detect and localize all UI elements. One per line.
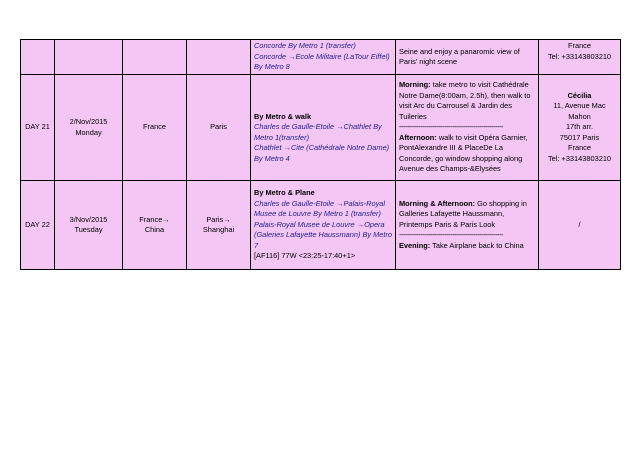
country-cell: France xyxy=(123,75,187,181)
table-row xyxy=(21,40,621,75)
weekday-text: Monday xyxy=(75,127,102,137)
table-row xyxy=(21,181,621,270)
activity-afternoon: Afternoon: walk to visit Opéra Garnier, PontAlexandre III & PlaceDe La Concorde, go window shopping along Avenue des Champs-&Elysées xyxy=(399,132,528,174)
activity-evening: Evening: Take Airplane back to China xyxy=(399,240,524,250)
city-cell xyxy=(187,40,251,75)
transport-cell xyxy=(251,40,396,75)
date-text: 2/Nov/2015 xyxy=(69,117,108,126)
weekday-text: Tuesday xyxy=(74,225,103,234)
hotel-cell xyxy=(539,181,621,270)
transport-line: By Metro 8 xyxy=(254,62,290,72)
country-from: France→ xyxy=(139,214,170,224)
city-from: Paris→ xyxy=(206,214,231,224)
activity-text: Seine and enjoy a panaromic view of Paris' night scene xyxy=(399,46,520,66)
itinerary-table xyxy=(20,39,621,270)
transport-line: Chathlet →Cite (Cathédrale Notre Dame) By Metro 4 xyxy=(254,143,390,163)
hotel-cell xyxy=(539,40,621,75)
hotel-line: France xyxy=(567,143,591,153)
city-cell xyxy=(187,181,251,270)
transport-cell xyxy=(251,75,396,181)
transport-line: Charles de Gaulle-Etoile →Chathlet By Metro 1(transfer) xyxy=(254,122,382,142)
date-cell xyxy=(55,181,123,270)
activity-separator: ----------------------------------------------------- xyxy=(399,230,503,240)
hotel-line: Tel: +33143803210 xyxy=(547,51,612,61)
day-cell xyxy=(21,40,55,75)
transport-mode: By Metro & Plane xyxy=(254,188,315,198)
activity-morning-afternoon: Morning & Afternoon: Go shopping in Galleries Lafayette Haussmann, Printemps Paris & Paris Look xyxy=(399,198,527,229)
hotel-line: 75017 Paris xyxy=(559,132,600,142)
hotel-line: France xyxy=(567,41,591,50)
country-cell xyxy=(123,40,187,75)
country-to: China xyxy=(144,225,165,234)
table-row xyxy=(21,75,621,181)
country-cell xyxy=(123,181,187,270)
flight-info: [AF116] 77W <23:25-17:40+1> xyxy=(254,251,356,261)
day-cell: DAY 22 xyxy=(21,181,55,270)
hotel-line: 11, Avenue Mac Mahon xyxy=(553,101,606,121)
transport-cell xyxy=(251,181,396,270)
transport-line: Charles de Gaulle-Etoile →Palais-Royal Musee de Louvre By Metro 1 (transfer) xyxy=(254,198,386,219)
activity-cell xyxy=(396,75,539,181)
hotel-name: Cécilia xyxy=(567,90,592,100)
transport-line: Concorde →Ecole Militaire (LaTour Eiffel) xyxy=(254,51,390,61)
hotel-cell xyxy=(539,75,621,181)
hotel-line: Tel: +33143803210 xyxy=(547,153,612,163)
date-cell xyxy=(55,40,123,75)
hotel-line: 17th arr. xyxy=(565,122,594,132)
transport-line: Palais-Royal Musee de Louvre →Opera (Galeries Lafayette Haussmann) By Metro 7 xyxy=(254,219,393,250)
city-cell: Paris xyxy=(187,75,251,181)
day-cell: DAY 21 xyxy=(21,75,55,181)
hotel-none: / xyxy=(578,219,581,229)
date-text: 3/Nov/2015 xyxy=(69,214,108,224)
city-to: Shanghai xyxy=(202,225,235,234)
activity-cell xyxy=(396,181,539,270)
activity-separator: ----------------------------------------------------- xyxy=(399,122,503,132)
transport-mode: By Metro & walk xyxy=(254,111,312,121)
activity-morning: Morning: take metro to visit Cathédrale Notre Dame(8:00am, 2.5h), then walk to visit Arc du Carrousel & Jardin des Tuileries xyxy=(399,80,531,121)
activity-cell xyxy=(396,40,539,75)
date-cell xyxy=(55,75,123,181)
transport-line: Concorde By Metro 1 (transfer) xyxy=(254,41,356,51)
